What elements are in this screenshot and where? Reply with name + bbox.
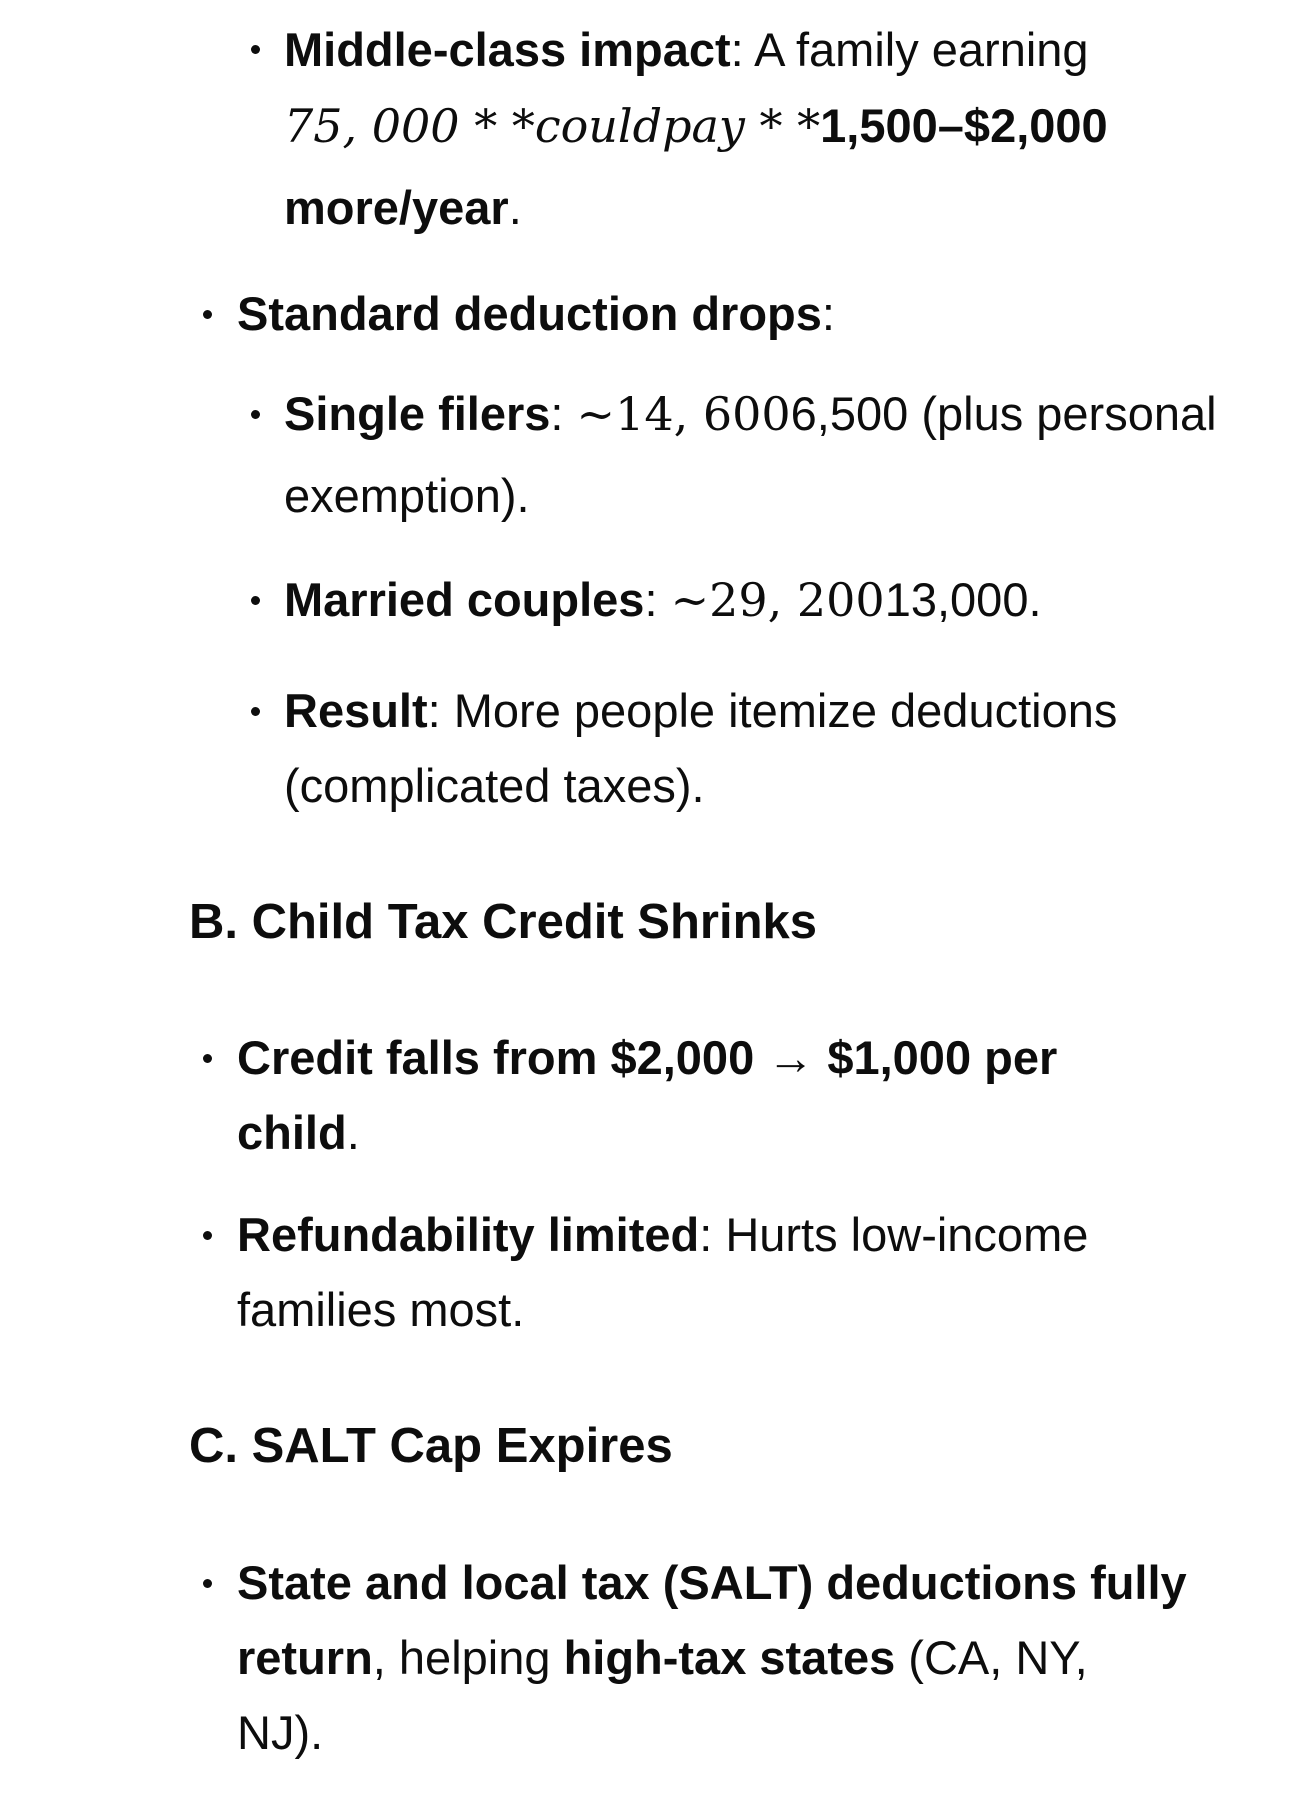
refundability-text: Hurts low-income xyxy=(725,1208,1089,1261)
salt-helping: , helping xyxy=(372,1631,564,1684)
result-line-2 xyxy=(284,748,705,824)
married-couples-label: Married couples xyxy=(284,573,645,626)
middle-class-text: A family earning xyxy=(754,23,1089,76)
colon: : xyxy=(550,387,577,440)
middle-class-line-1 xyxy=(284,12,1089,88)
result-line-1 xyxy=(284,673,1117,749)
bullet-middle-class xyxy=(251,45,260,54)
credit-falls-line-2 xyxy=(237,1095,360,1171)
standard-deduction-label: Standard deduction drops xyxy=(237,287,822,340)
single-filers-label: Single filers xyxy=(284,387,551,440)
heading-salt-cap: C. SALT Cap Expires xyxy=(189,1419,673,1473)
salt-states: (CA, NY, xyxy=(895,1631,1088,1684)
bullet-married-couples xyxy=(251,596,260,605)
period: . xyxy=(508,181,522,234)
credit-falls-child: child xyxy=(237,1106,347,1159)
colon: : xyxy=(699,1208,726,1261)
middle-class-math: 75, 000 * *couldpay * * xyxy=(284,99,821,153)
refundability-line-2 xyxy=(237,1272,524,1348)
single-filers-line-2 xyxy=(284,458,530,534)
bullet-salt xyxy=(203,1579,212,1588)
colon: : xyxy=(730,23,755,76)
salt-line-3 xyxy=(237,1695,323,1771)
credit-falls-line-1 xyxy=(237,1020,1057,1096)
credit-falls-text: Credit falls from $2,000 → $1,000 per xyxy=(237,1031,1058,1084)
salt-nj: NJ). xyxy=(237,1706,324,1759)
colon: : xyxy=(821,287,835,340)
single-filers-exemption: exemption). xyxy=(284,469,530,522)
salt-high-tax-states: high-tax states xyxy=(563,1631,896,1684)
married-couples-text: 13,000. xyxy=(884,573,1042,626)
result-label: Result xyxy=(284,684,428,737)
refundability-line-1 xyxy=(237,1197,1088,1273)
single-filers-text: 6,500 (plus personal xyxy=(790,387,1217,440)
refundability-label: Refundability limited xyxy=(237,1208,700,1261)
middle-class-line-3 xyxy=(284,170,522,246)
middle-class-more-year: more/year xyxy=(284,181,509,234)
salt-line-1 xyxy=(237,1545,1187,1621)
salt-line-2 xyxy=(237,1620,1088,1696)
single-filers-math: ~14, 600 xyxy=(576,387,791,441)
bullet-refundability xyxy=(203,1231,212,1240)
colon: : xyxy=(427,684,454,737)
bullet-credit-falls xyxy=(203,1054,212,1063)
salt-return: return xyxy=(237,1631,373,1684)
salt-text-bold: State and local tax (SALT) deductions fully xyxy=(237,1556,1187,1609)
result-text-2: (complicated taxes). xyxy=(284,759,705,812)
middle-class-line-2 xyxy=(284,88,1108,164)
period: . xyxy=(346,1106,360,1159)
married-couples-line xyxy=(284,562,1042,638)
middle-class-label: Middle-class impact xyxy=(284,23,731,76)
bullet-standard-deduction xyxy=(203,310,212,319)
bullet-result xyxy=(251,707,260,716)
standard-deduction-line xyxy=(237,276,835,352)
result-text: More people itemize deductions xyxy=(453,684,1118,737)
bullet-single-filers xyxy=(251,410,260,419)
single-filers-line-1 xyxy=(284,376,1217,452)
heading-child-tax-credit: B. Child Tax Credit Shrinks xyxy=(189,895,818,949)
colon: : xyxy=(644,573,671,626)
middle-class-amount: 1,500–$2,000 xyxy=(820,99,1108,152)
married-couples-math: ~29, 200 xyxy=(670,573,885,627)
refundability-text-2: families most. xyxy=(237,1283,525,1336)
